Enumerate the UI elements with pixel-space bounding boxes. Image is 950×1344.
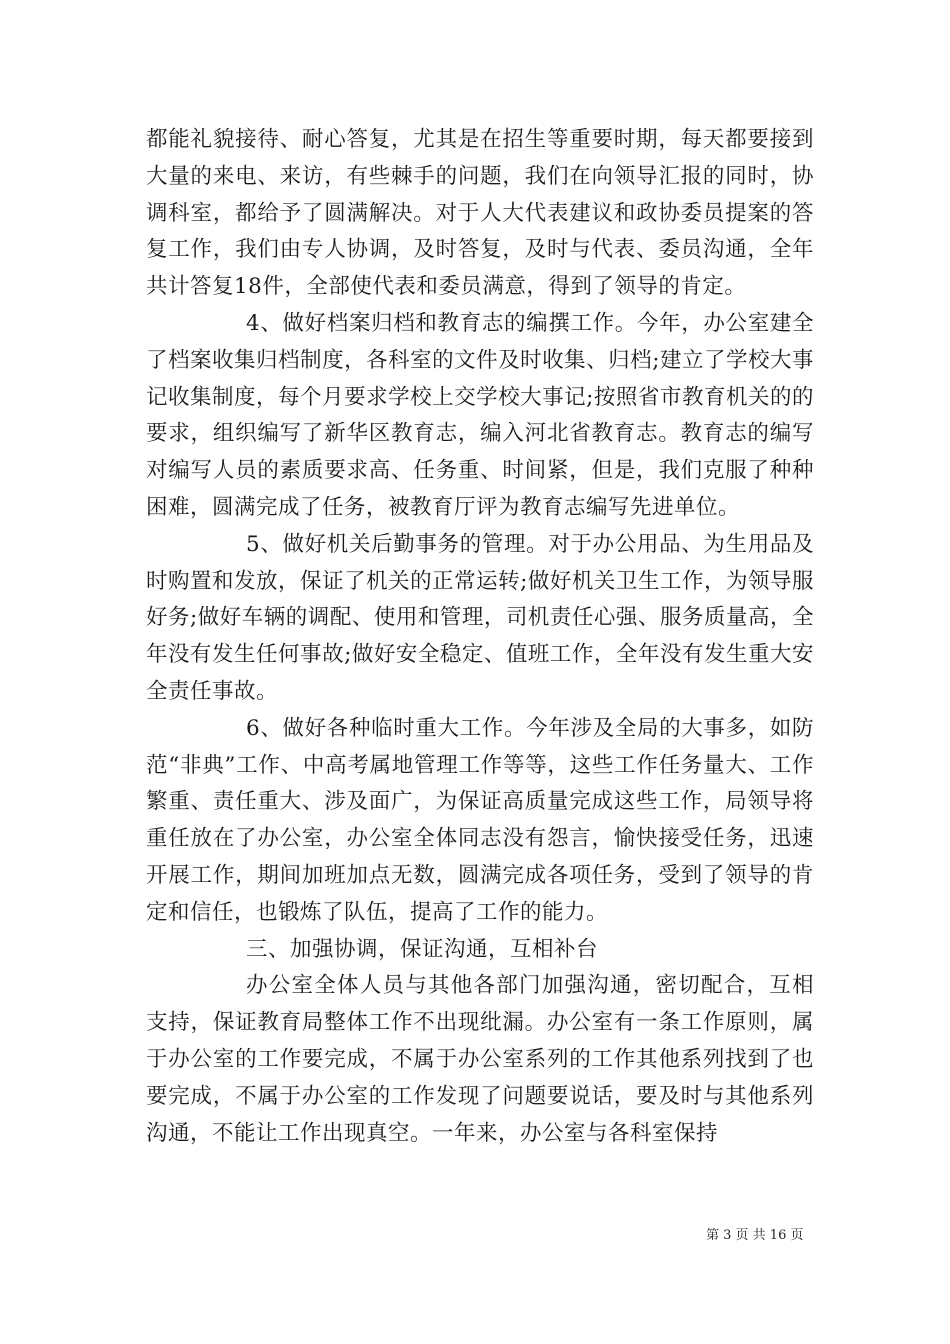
paragraph-continuation: 都能礼貌接待、耐心答复，尤其是在招生等重要时期，每天都要接到大量的来电、来访，有些棘手的问题，我们在向领导汇报的同时，协调科室，都给予了圆满解决。对于人大代表建议和政协委员提案的答复工作，我们由专人协调，及时答复，及时与代表、委员沟通，全年共计答复18件，全部使代表和委员满意，得到了领导的肯定。 [146, 127, 814, 300]
section-heading-coordination: 三、加强协调，保证沟通，互相补台 [246, 936, 599, 962]
page-number-footer: 第 3 页 共 16 页 [706, 1228, 804, 1243]
paragraph-archive-work: 4、做好档案归档和教育志的编撰工作。今年，办公室建全了档案收集归档制度，各科室的文件及时收集、归档;建立了学校大事记收集制度，每个月要求学校上交学校大事记;按照省市教育机关的的要求，组织编写了新华区教育志，编入河北省教育志。教育志的编写对编写人员的素质要求高、任务重、时间紧，但是，我们克服了种种困难，圆满完成了任务，被教育厅评为教育志编写先进单位。 [146, 310, 814, 520]
document-body [146, 122, 814, 1152]
paragraph-temporary-work: 6、做好各种临时重大工作。今年涉及全局的大事多，如防范“非典”工作、中高考属地管理工作等等，这些工作任务量大、工作繁重、责任重大、涉及面广，为保证高质量完成这些工作，局领导将重任放在了办公室，办公室全体同志没有怨言，愉快接受任务，迅速开展工作，期间加班加点无数，圆满完成各项任务，受到了领导的肯定和信任，也锻炼了队伍，提高了工作的能力。 [146, 715, 814, 925]
paragraph-coordination: 办公室全体人员与其他各部门加强沟通，密切配合，互相支持，保证教育局整体工作不出现纰漏。办公室有一条工作原则，属于办公室的工作要完成，不属于办公室系列的工作其他系列找到了也要完成，不属于办公室的工作发现了问题要说话，要及时与其他系列沟通，不能让工作出现真空。一年来，办公室与各科室保持 [146, 973, 814, 1146]
paragraph-logistics-work: 5、做好机关后勤事务的管理。对于办公用品、为生用品及时购置和发放，保证了机关的正常运转;做好机关卫生工作，为领导服好务;做好车辆的调配、使用和管理，司机责任心强、服务质量高，全年没有发生任何事故;做好安全稳定、值班工作，全年没有发生重大安全责任事故。 [146, 531, 814, 704]
